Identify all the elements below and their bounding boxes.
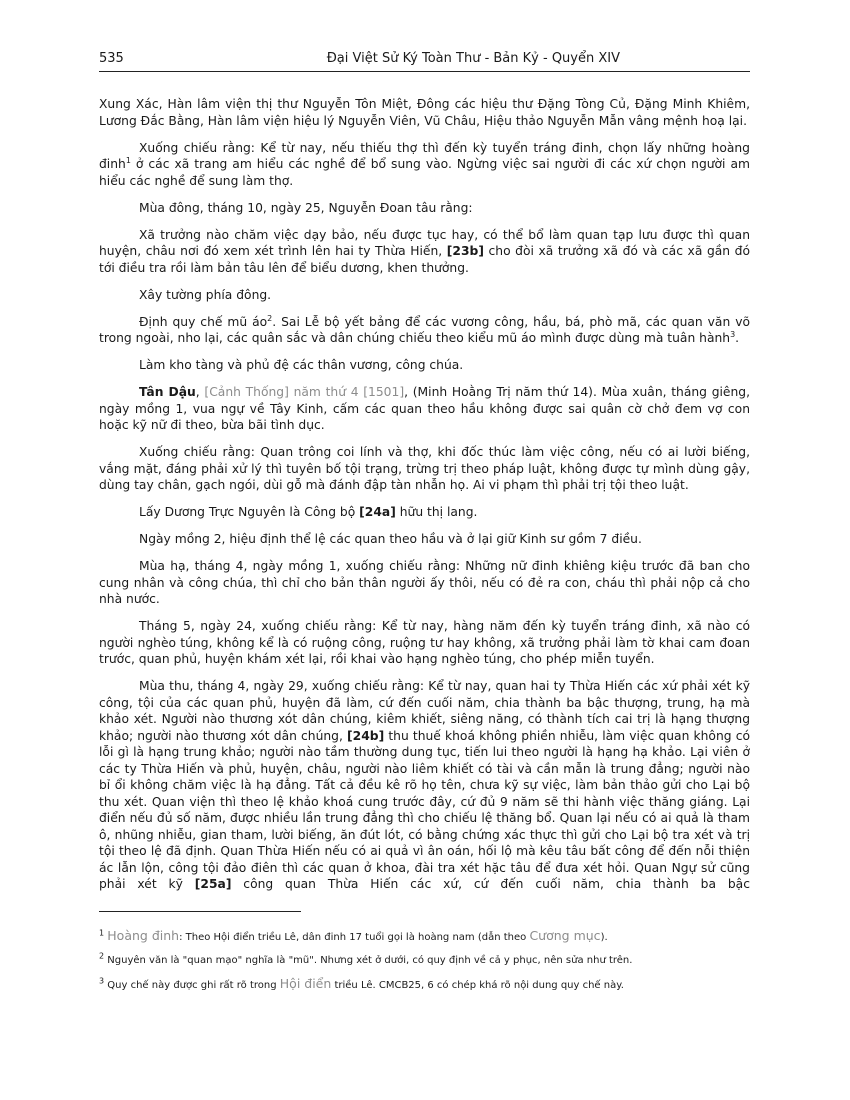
paragraph: Mùa thu, tháng 4, ngày 29, xuống chiếu rằng: Kể từ nay, quan hai ty Thừa Hiến các xứ phải xét kỹ công, tội của các quan phủ, huyện đã làm, cứ đến cuối năm, chia thành ba bậc thượng, trung, hạ mà khảo xét. Người nào thương xót dân chúng, kiêm khiết, siêng năng, có thành tích cai trị là hạng thượng khảo; người nào thương xót dân chúng, [24b] thu thuế khoá không phiền nhiễu, làm việc quan không có lỗi gì là hạng trung khảo; người nào tầm thường dung tục, tiến lui theo người là hạng hạ khảo. Lại viên ở các ty Thừa Hiến và phủ, huyện, châu, người nào liêm khiết có tài và cần mẫn là trung đẳng; người nào bỉ ổi không chăm việc là hạ đẳng. Tất cả đều kê rõ họ tên, chưa kỹ sự việc, làm bản thảo gửi cho Lại bộ thu xét. Quan viện thì theo lệ khảo khoá cung trước đây, cứ đủ 9 năm sẽ thi hành việc thăng giáng. Lại điển nếu đủ số năm, được nhiều lần trung đẳng thì cho chiếu lệ thăng bổ. Quan lại nếu có ai quả là tham ô, nhũng nhiễu, gian tham, lười biếng, ăn đút lót, có bằng chứng xác thực thì gửi cho Lại bộ tra xét và trị tội theo lệ đã định. Quan Thừa Hiến nếu có ai quả vì ân oán, hối lộ mà kêu tâu bất công để đến nỗi thiện ác lẫn lộn, công tội đảo điên thì các quan ở khoa, đài tra xét hặc tâu để đưa xét hỏi. Quan Ngự sử cũng phải xét kỹ [25a] công quan Thừa Hiến các xứ, cứ đến cuối năm, chia thành ba bậc [99,679,750,891]
footnote-divider [99,911,301,912]
footnote-2: $^2$ Nguyên văn là "quan mạo" nghĩa là "mũ". Nhưng xét ở dưới, có quy định về cả y phục, nên sửa như trên. [99,951,633,966]
paragraph: Mùa đông, tháng 10, ngày 25, Nguyễn Đoan tâu rằng: [139,200,473,215]
page-number: 535 [99,51,124,66]
paragraph: Xuống chiếu rằng: Kể từ nay, nếu thiếu thợ thì đến kỳ tuyển tráng đinh, chọn lấy những hoàng đinh$^1$ ở các xã trang am hiểu các nghề để bổ sung vào. Ngừng việc sai người đi các xứ chọn người am hiểu các nghề để sung làm thợ. [99,140,750,188]
paragraph: Ngày mồng 2, hiệu định thể lệ các quan theo hầu và ở lại giữ Kinh sư gồm 7 điều. [139,532,642,546]
page-header [99,49,750,72]
footnote-3: $^3$ Quy chế này được ghi rất rõ trong Hội điển triều Lê. CMCB25, 6 có chép khá rõ nội dung quy chế này. [99,976,624,991]
paragraph: Xuống chiếu rằng: Quan trông coi lính và thợ, khi đốc thúc làm việc công, nếu có ai lười biếng, vắng mặt, đáng phải xử lý thì tuyên bố tội trạng, trừng trị theo pháp luật, không được tự mình dùng gậy, dùng tay chân, gạch ngói, dùi gỗ mà đánh đập tàn nhẫn họ. Ai vi phạm thì phải trị tội theo luật. [99,445,750,492]
page-marker: [24b] [347,728,385,743]
year-heading: Tân Dậu [139,385,196,399]
running-title: Đại Việt Sử Ký Toàn Thư - Bản Kỷ - Quyển XIV [326,51,620,66]
footnote-ref[interactable]: 3 [730,329,736,339]
main-text [99,96,750,893]
page-marker: [24a] [359,505,396,519]
footnote-ref[interactable]: 2 [267,313,273,323]
paragraph: Xã trưởng nào chăm việc dạy bảo, nếu được tục hay, có thể bổ làm quan tạp lưu được thì quan huyện, châu nơi đó xem xét trình lên hai ty Thừa Hiến, [23b] cho đòi xã trưởng xã đó và các xã gần đó tới điều tra rồi làm bản tâu lên để biểu dương, khen thưởng. [99,227,750,275]
paragraph: Tháng 5, ngày 24, xuống chiếu rằng: Kể từ nay, hàng năm đến kỳ tuyển tráng đinh, xã nào có người nghèo túng, không kể là có ruộng công, ruộng tư hay không, xã trưởng phải làm tờ khai cam đoan trước, quan phủ, huyện khám xét lại, rồi khai vào hạng nghèo túng, cho phép miễn tuyển. [99,619,750,666]
page-marker: [23b] [446,244,484,258]
footnote-1: $^1$ Hoàng đinh: Theo Hội điển triều Lê, dân đinh 17 tuổi gọi là hoàng nam (dẫn theo Cương mục). [99,928,608,943]
paragraph: Định quy chế mũ $áo^2$. Sai Lễ bộ yết bảng để các vương công, hầu, bá, phò mã, các quan văn võ trong ngoài, nho lại, các quân sắc và dân chúng chiếu theo kiểu mũ áo mình được dùng mà tuân hành$^3$. [99,313,750,345]
era-note: [Cảnh Thống] năm thứ 4 [1501] [204,385,405,399]
page-marker: [25a] [194,877,232,891]
paragraph: Lấy Dương Trực Nguyên là Công bộ [24a] hữu thị lang. [139,505,478,519]
paragraph: Xung Xác, Hàn lâm viện thị thư Nguyễn Tôn Miệt, Đông các hiệu thư Đặng Tòng Củ, Đặng Minh Khiêm, Lương Đắc Bằng, Hàn lâm viện hiệu lý Nguyễn Viên, Vũ Châu, Hiệu thảo Nguyễn Mẫn vâng mệnh hoạ lại. [99,97,750,128]
paragraph: Tân Dậu, [Cảnh Thống] năm thứ 4 [1501], (Minh Hoằng Trị năm thứ 14). Mùa xuân, tháng giêng, ngày mồng 1, vua ngự về Tây Kinh, cấm các quan theo hầu không được sai quân cờ chở đem vợ con hoặc kỹ nữ đi theo, bừa bãi tình dục. [99,385,750,432]
paragraph: Mùa hạ, tháng 4, ngày mồng 1, xuống chiếu rằng: Những nữ đinh khiêng kiệu trước đã ban cho cung nhân và công chúa, thì chỉ cho bản thân người ấy thôi, nếu có đẻ ra con, cháu thì phải nộp cả cho nhà nước. [99,559,750,606]
footnote-ref[interactable]: 1 [125,155,131,165]
paragraph: Xây tường phía đông. [139,287,272,302]
footnotes [99,929,750,1002]
paragraph: Làm kho tàng và phủ đệ các thân vương, công chúa. [139,358,464,372]
